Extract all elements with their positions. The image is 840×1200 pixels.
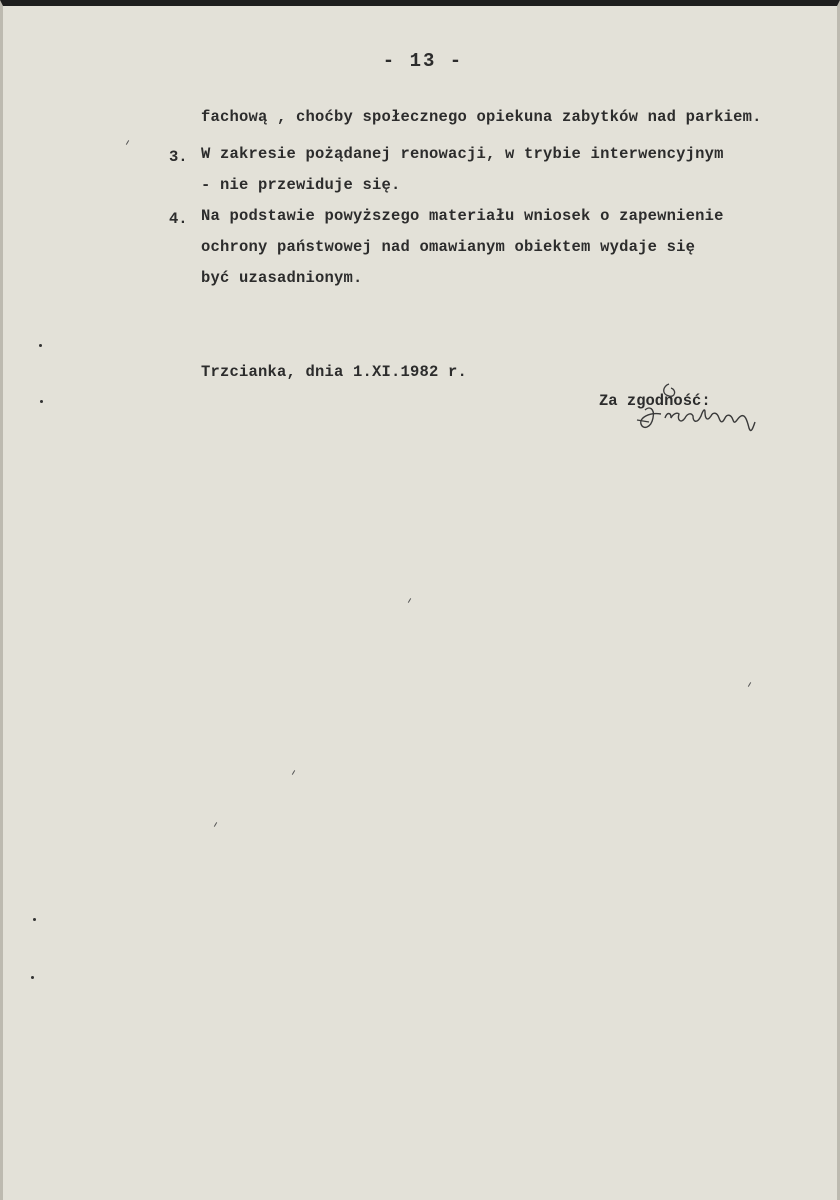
item-4-line-3: być uzasadnionym. [201,269,363,287]
scan-speck [40,400,43,403]
scan-scratch [126,140,129,145]
handwritten-signature-icon [635,378,765,448]
scan-scratch [408,598,411,603]
signature-label: Za zgodność: [599,392,711,410]
scan-scratch [292,770,295,775]
place-date: Trzcianka, dnia 1.XI.1982 r. [201,363,468,381]
scan-speck [39,344,42,347]
item-3-line-2: - nie przewiduje się. [201,176,401,194]
item-3-number: 3. [169,148,188,166]
item-4-line-1: Na podstawie powyższego materiału wniosek o zapewnienie [201,207,724,225]
scan-scratch [214,822,217,827]
item-4-number: 4. [169,210,188,228]
item-4-line-2: ochrony państwowej nad omawianym obiektem wydaje się [201,238,696,256]
scan-speck [33,918,36,921]
item-3-line-1: W zakresie pożądanej renowacji, w trybie interwencyjnym [201,145,724,163]
scan-scratch [748,682,751,687]
scan-speck [31,976,34,979]
page-number: - 13 - [382,50,464,72]
paragraph-continuation-line: fachową , choćby społecznego opiekuna zabytków nad parkiem. [201,108,762,126]
